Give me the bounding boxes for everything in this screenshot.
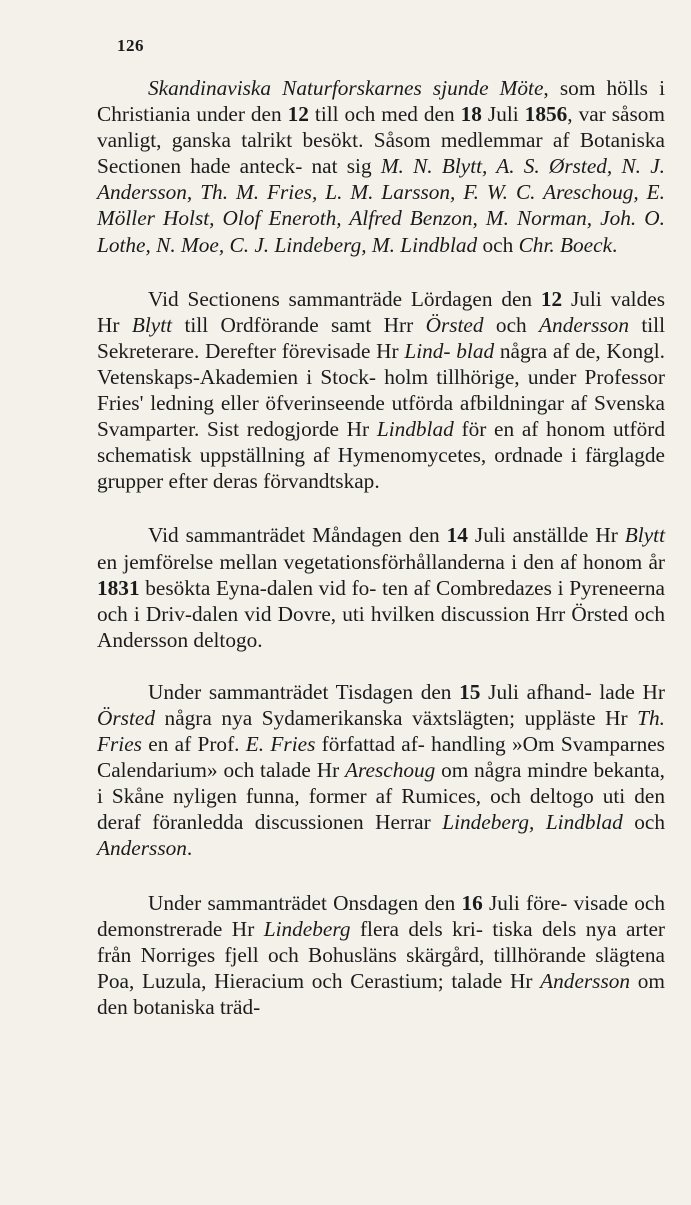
italic-run: Areschoug: [345, 758, 436, 783]
text-run: , som hölls i Christiania under den: [97, 76, 665, 127]
text-run: om den botaniska träd-: [97, 968, 665, 1019]
body-text: [97, 75, 665, 1020]
text-run: .: [186, 836, 193, 861]
text-run: några nya Sydamerikanska växtslägten; uppläste Hr: [154, 705, 638, 730]
text-run: Vid sammanträdet Måndagen den: [148, 523, 447, 548]
text-run: Juli före- visade och demonstrerade Hr: [97, 890, 665, 941]
italic-run: Chr. Boeck: [518, 232, 613, 257]
text-run: en af Prof.: [141, 732, 246, 757]
text-run: och: [483, 312, 540, 337]
italic-run: Skandinaviska Naturforskarnes sjunde Möte: [148, 76, 544, 100]
bold-run: 16: [461, 890, 483, 915]
text-run: för en af honom utförd schematisk uppställning af Hymenomycetes, ordnade i färglagde grupper efter deras förvandtskap.: [97, 417, 665, 494]
paragraph-wednesday-session: [97, 890, 665, 1020]
paragraph-monday-session: [97, 522, 665, 652]
bold-run: 15: [459, 679, 481, 704]
text-run: Vid Sectionens sammanträde Lördagen den: [148, 286, 541, 311]
text-run: till och med den: [308, 102, 461, 127]
text-run: till Ordförande samt Hrr: [172, 312, 426, 337]
text-run: Under sammanträdet Onsdagen den: [148, 890, 462, 915]
italic-run: Lindeberg: [263, 916, 351, 941]
italic-run: Andersson: [539, 312, 629, 337]
text-run: flera dels kri- tiska dels nya arter från Norriges fjell och Bohusläns skärgård, tillhörande slägtena Poa, Luzula, Hieracium och Cerastium; talade Hr: [97, 916, 665, 993]
text-run: Juli valdes Hr: [97, 286, 665, 337]
text-run: besökta Eyna-dalen vid fo- ten af Combredazes i Pyreneerna och i Driv-dalen vid Dovre, uti hvilken discussion Hrr Örsted och Andersson deltogo.: [97, 575, 665, 652]
bold-run: 14: [446, 523, 468, 548]
italic-run: Lind- blad: [404, 338, 495, 363]
bold-run: 18: [460, 102, 482, 127]
text-run: , var såsom vanligt, ganska talrikt besökt. Såsom medlemmar af Botaniska Sectionen hade anteck- nat sig: [97, 102, 665, 179]
italic-run: M. N. Blytt, A. S. Ørsted, N. J. Andersson, Th. M. Fries, L. M. Larsson, F. W. C. Areschoug, E. Möller Holst, Olof Eneroth, Alfred Benzon, M. Norman, Joh. O. Lothe, N. Moe, C. J. Lindeberg, M. Lindblad: [97, 154, 665, 257]
italic-run: Örsted: [425, 312, 484, 337]
italic-run: E. Fries: [245, 732, 316, 757]
italic-run: Andersson: [97, 836, 187, 861]
paragraph-tuesday-session: [97, 679, 665, 862]
text-run: om några mindre bekanta, i Skåne nyligen funna, former af Rumices, och deltogo uti den deraf föranledda discussionen Herrar: [97, 758, 665, 835]
bold-run: 1856: [524, 102, 568, 127]
bold-run: 12: [287, 102, 309, 127]
text-run: .: [612, 232, 618, 257]
paragraph-meeting-attendees: [97, 75, 665, 258]
italic-run: Blytt: [624, 523, 665, 548]
text-run: några af de, Kongl. Vetenskaps-Akademien i Stock- holm tillhörige, under Professor Fries' ledning eller öfverinseende utförda afbildningar af Svenska Svamparter. Sist redogjorde Hr: [97, 338, 665, 442]
text-run: till Sekreterare. Derefter förevisade Hr: [97, 312, 666, 363]
italic-run: Andersson: [540, 968, 631, 993]
text-run: Juli afhand- lade Hr: [480, 679, 665, 704]
text-run: författad af- handling »Om Svamparnes Calendarium» och talade Hr: [97, 732, 665, 783]
bold-run: 12: [540, 286, 563, 311]
italic-run: Th. Fries: [97, 705, 665, 757]
italic-run: Örsted: [97, 705, 155, 730]
bold-run: 1831: [97, 575, 140, 600]
italic-run: Lindeberg, Lindblad: [442, 810, 623, 835]
text-run: Juli: [481, 102, 525, 127]
text-run: en jemförelse mellan vegetationsförhållanderna i den af honom år: [97, 549, 665, 574]
text-run: Juli anställde Hr: [467, 523, 625, 548]
text-run: och: [477, 232, 519, 257]
italic-run: Blytt: [131, 312, 173, 337]
paragraph-saturday-session: [97, 286, 665, 495]
text-run: och: [622, 810, 666, 835]
page-number: 126: [117, 36, 144, 55]
italic-run: Lindblad: [376, 417, 454, 442]
text-run: Under sammanträdet Tisdagen den: [148, 679, 460, 704]
